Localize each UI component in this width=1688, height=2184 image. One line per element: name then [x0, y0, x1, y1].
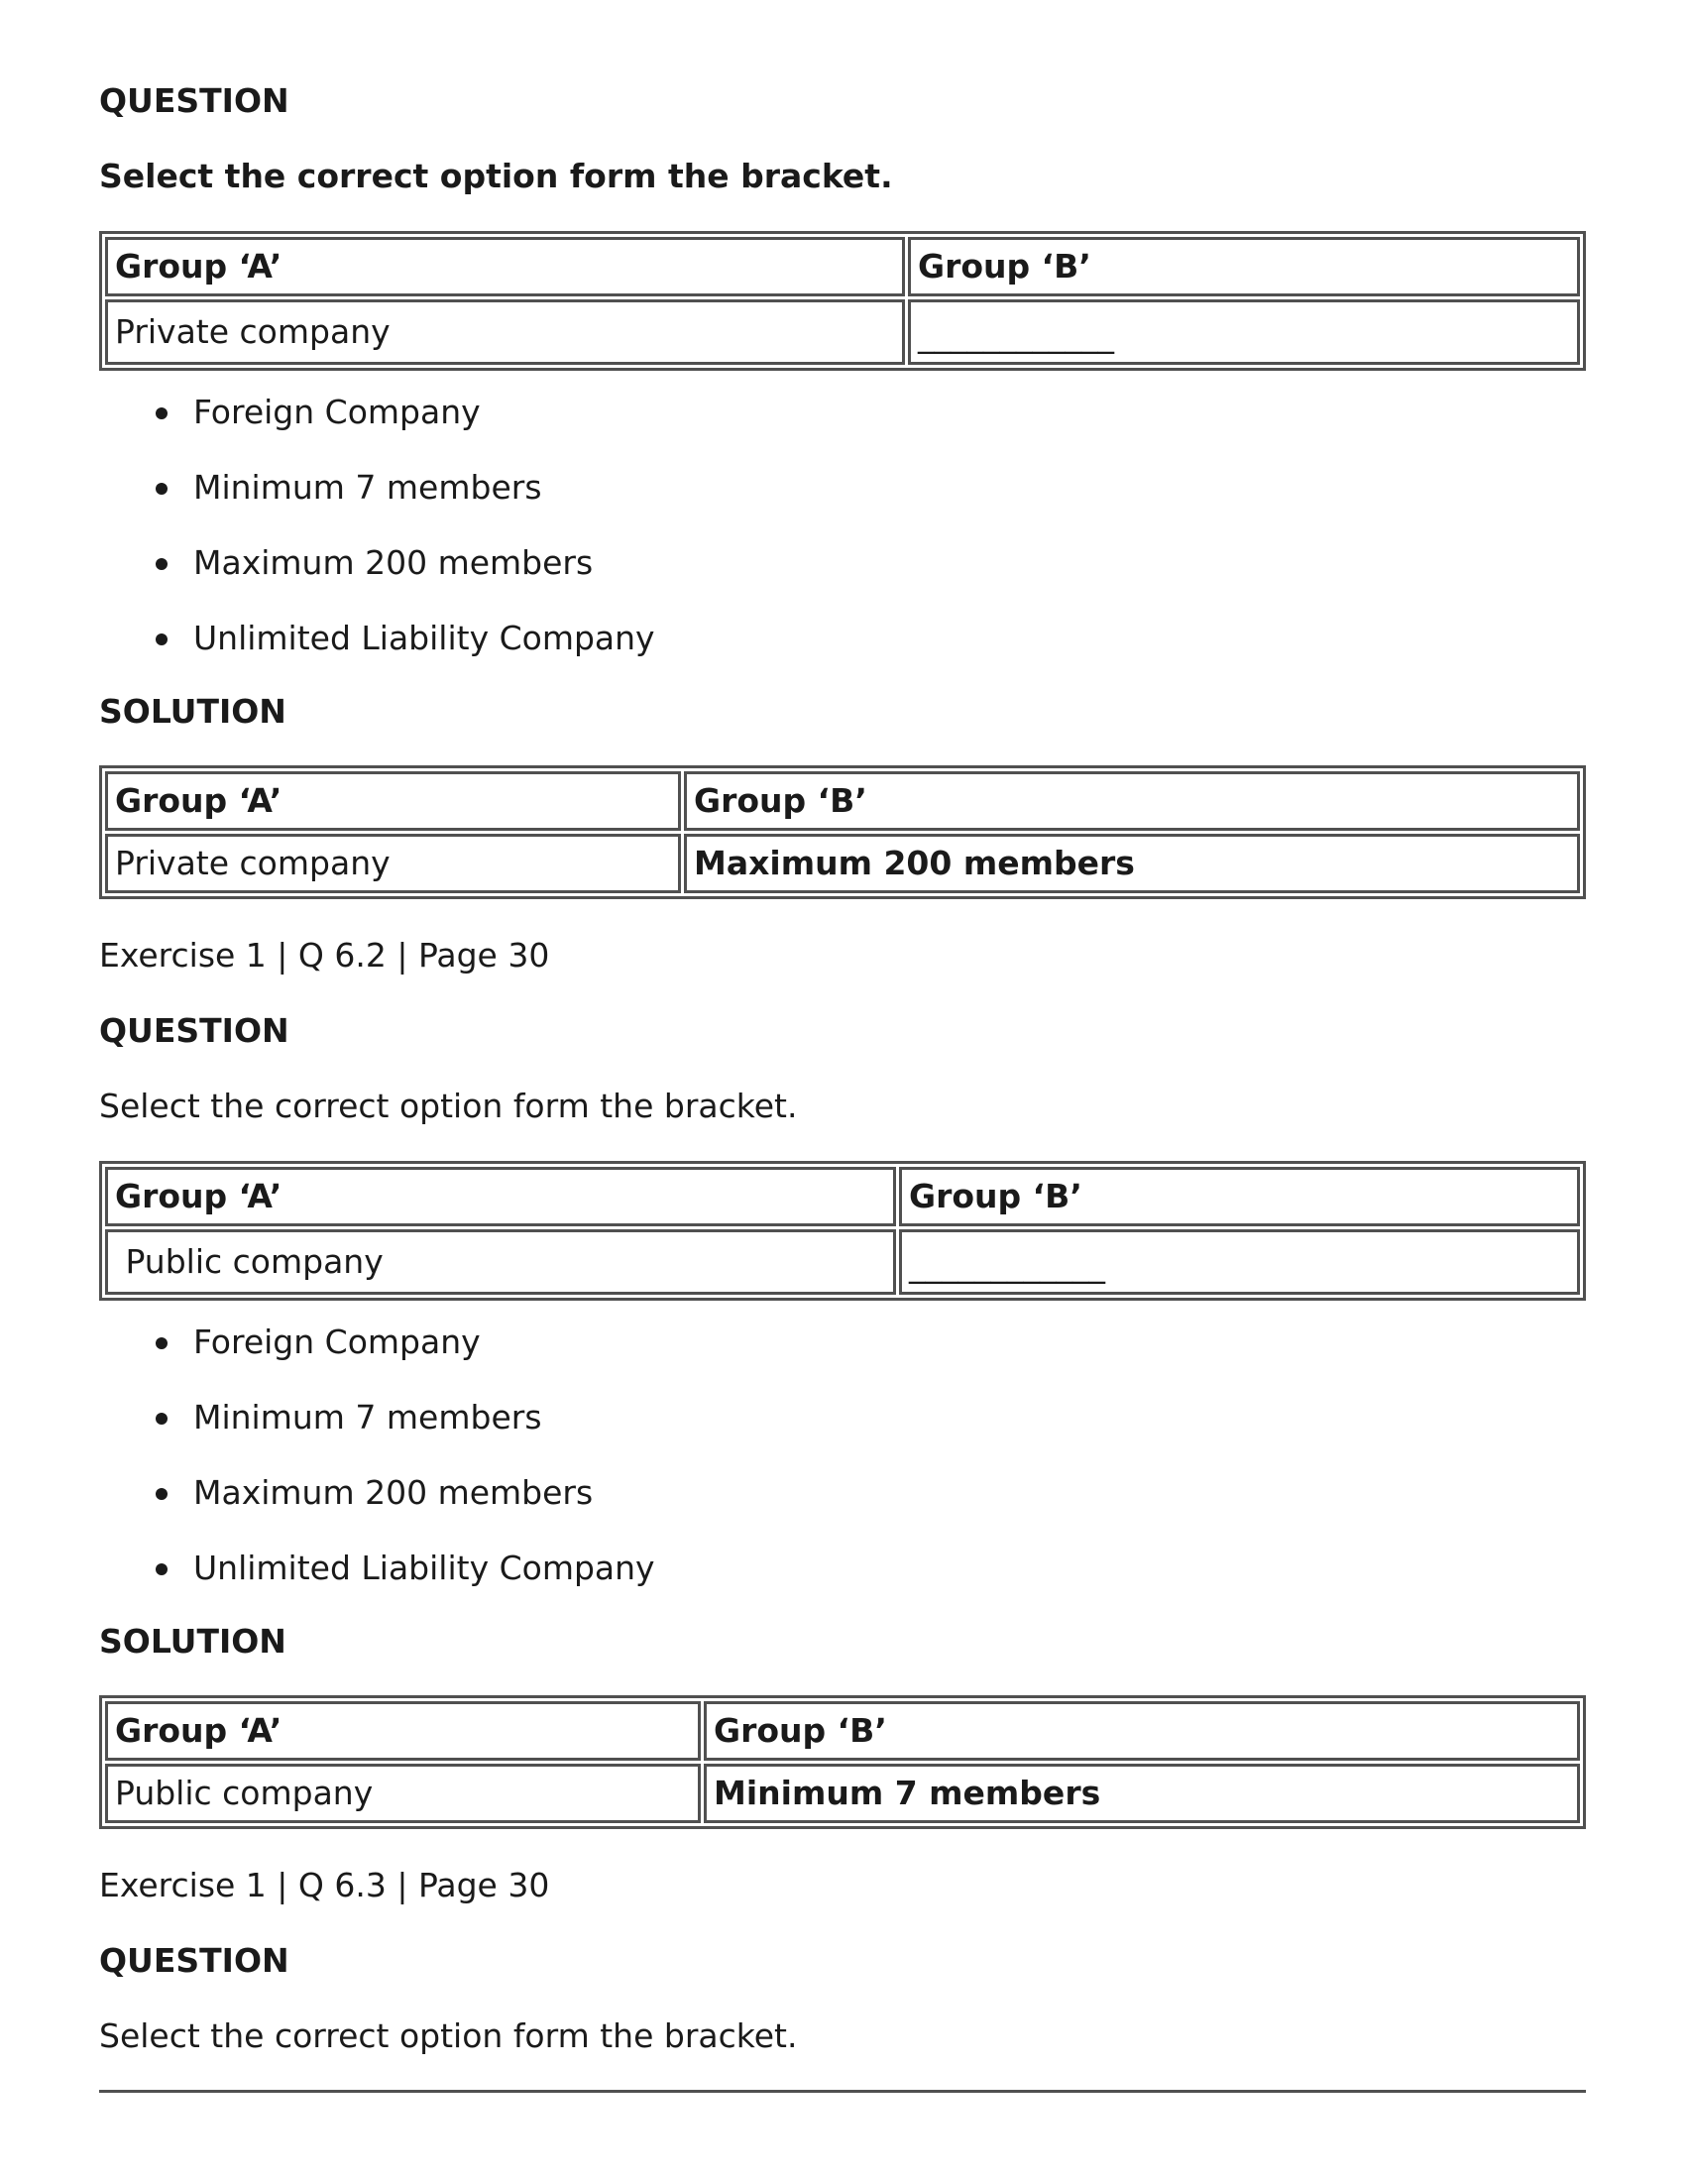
group-a-cell: Public company — [105, 1229, 896, 1295]
table-header-row — [105, 237, 1580, 296]
exercise-reference: Exercise 1 | Q 6.2 | Page 30 — [99, 936, 550, 975]
group-a-header: Group ‘A’ — [105, 1167, 896, 1226]
group-a-header: Group ‘A’ — [105, 237, 905, 296]
table-row — [105, 834, 1580, 893]
bullet-icon — [156, 633, 168, 645]
table-header-row — [105, 1701, 1580, 1761]
list-item: Foreign Company — [99, 1322, 655, 1398]
list-item: Maximum 200 members — [99, 1473, 655, 1549]
answer-blank: ____________ — [908, 299, 1580, 365]
list-item: Foreign Company — [99, 393, 655, 468]
table-header-row — [105, 1167, 1580, 1226]
group-b-header: Group ‘B’ — [684, 771, 1580, 831]
list-item: Maximum 200 members — [99, 543, 655, 619]
answer-blank: ____________ — [899, 1229, 1580, 1295]
question-prompt: Select the correct option form the bracket. — [99, 157, 893, 195]
group-b-header: Group ‘B’ — [908, 237, 1580, 296]
table-header-row — [105, 771, 1580, 831]
solution-heading: SOLUTION — [99, 1622, 286, 1661]
table-top-border — [99, 2090, 1586, 2096]
bullet-icon — [156, 558, 168, 570]
bullet-icon — [156, 1488, 168, 1500]
exercise-reference: Exercise 1 | Q 6.3 | Page 30 — [99, 1866, 550, 1904]
bullet-icon — [156, 1563, 168, 1575]
solution-table — [99, 765, 1586, 899]
question-table — [99, 1161, 1586, 1301]
list-item: Unlimited Liability Company — [99, 1549, 655, 1624]
table-row — [105, 1764, 1580, 1823]
bullet-icon — [156, 483, 168, 495]
question-prompt: Select the correct option form the bracket. — [99, 2016, 798, 2055]
table-row — [105, 299, 1580, 365]
bullet-icon — [156, 1337, 168, 1349]
question-table — [99, 231, 1586, 371]
question-heading: QUESTION — [99, 81, 289, 120]
options-list — [99, 393, 655, 694]
options-list — [99, 1322, 655, 1624]
list-item: Minimum 7 members — [99, 468, 655, 543]
group-a-header: Group ‘A’ — [105, 1701, 701, 1761]
answer-cell: Maximum 200 members — [684, 834, 1580, 893]
group-a-cell: Public company — [105, 1764, 701, 1823]
group-b-header: Group ‘B’ — [704, 1701, 1580, 1761]
table-row — [105, 1229, 1580, 1295]
solution-table — [99, 1695, 1586, 1829]
question-prompt: Select the correct option form the bracket. — [99, 1087, 798, 1125]
group-a-cell: Private company — [105, 834, 681, 893]
group-b-header: Group ‘B’ — [899, 1167, 1580, 1226]
question-heading: QUESTION — [99, 1941, 289, 1980]
group-a-header: Group ‘A’ — [105, 771, 681, 831]
list-item: Minimum 7 members — [99, 1398, 655, 1473]
bullet-icon — [156, 407, 168, 419]
list-item: Unlimited Liability Company — [99, 619, 655, 694]
solution-heading: SOLUTION — [99, 692, 286, 731]
group-a-cell: Private company — [105, 299, 905, 365]
answer-cell: Minimum 7 members — [704, 1764, 1580, 1823]
question-heading: QUESTION — [99, 1011, 289, 1050]
bullet-icon — [156, 1413, 168, 1425]
